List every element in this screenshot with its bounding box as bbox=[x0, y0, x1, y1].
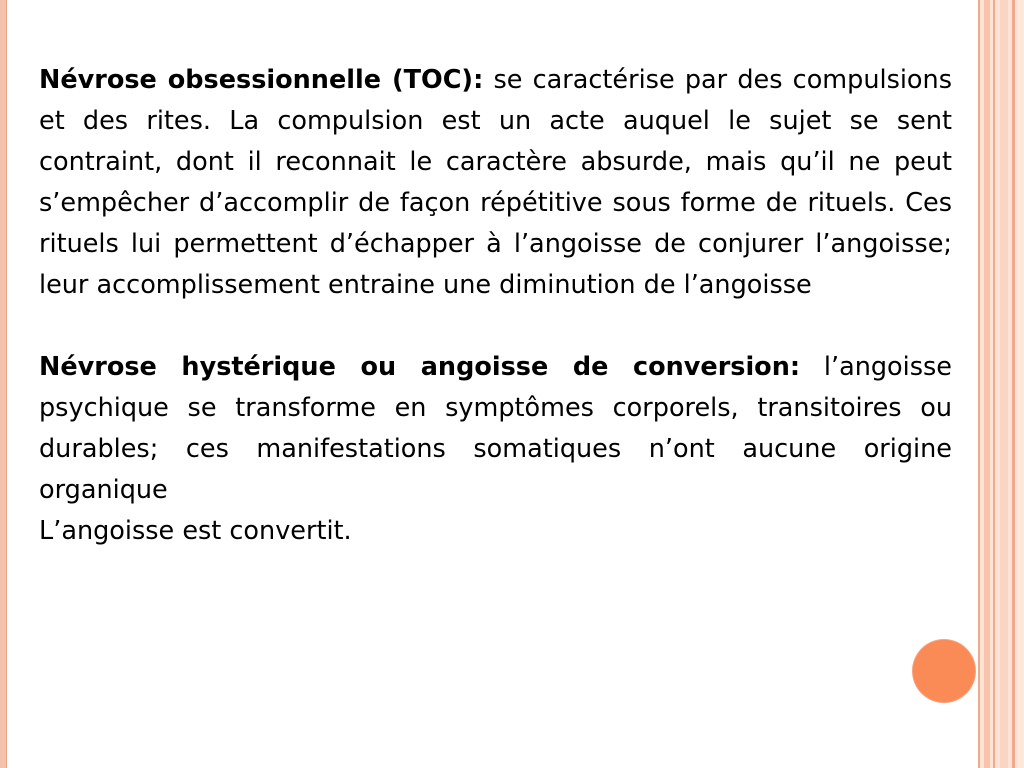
right-stripe bbox=[984, 0, 990, 768]
paragraph-spacer bbox=[39, 306, 952, 347]
right-stripe bbox=[1000, 0, 1008, 768]
left-decorative-border bbox=[0, 0, 7, 768]
right-stripe bbox=[1018, 0, 1024, 768]
orange-circle-decoration bbox=[913, 640, 975, 702]
slide-body bbox=[39, 60, 952, 552]
right-stripe bbox=[1012, 0, 1015, 768]
heading-toc: Névrose obsessionnelle (TOC): bbox=[39, 65, 484, 95]
text-hysteria: l’angoisse psychique se transforme en symptômes corporels, transitoires ou durables; ces manifestations somatiques n’ont aucune origine organique bbox=[39, 352, 952, 505]
right-stripe bbox=[993, 0, 995, 768]
text-toc: se caractérise par des compulsions et des rites. La compulsion est un acte auquel le sujet se sent contraint, dont il reconnait le caractère absurde, mais qu’il ne peut s’empêcher d’accomplir de façon répétitive sous forme de rituels. Ces rituels lui permettent d’échapper à l’angoisse de conjurer l’angoisse; leur accomplissement entraine une diminution de l’angoisse bbox=[39, 65, 952, 300]
paragraph-hysteria bbox=[39, 347, 952, 511]
closing-line: L’angoisse est convertit. bbox=[39, 516, 352, 546]
right-stripe bbox=[978, 0, 980, 768]
paragraph-toc bbox=[39, 60, 952, 306]
heading-hysteria: Névrose hystérique ou angoisse de conversion: bbox=[39, 352, 801, 382]
